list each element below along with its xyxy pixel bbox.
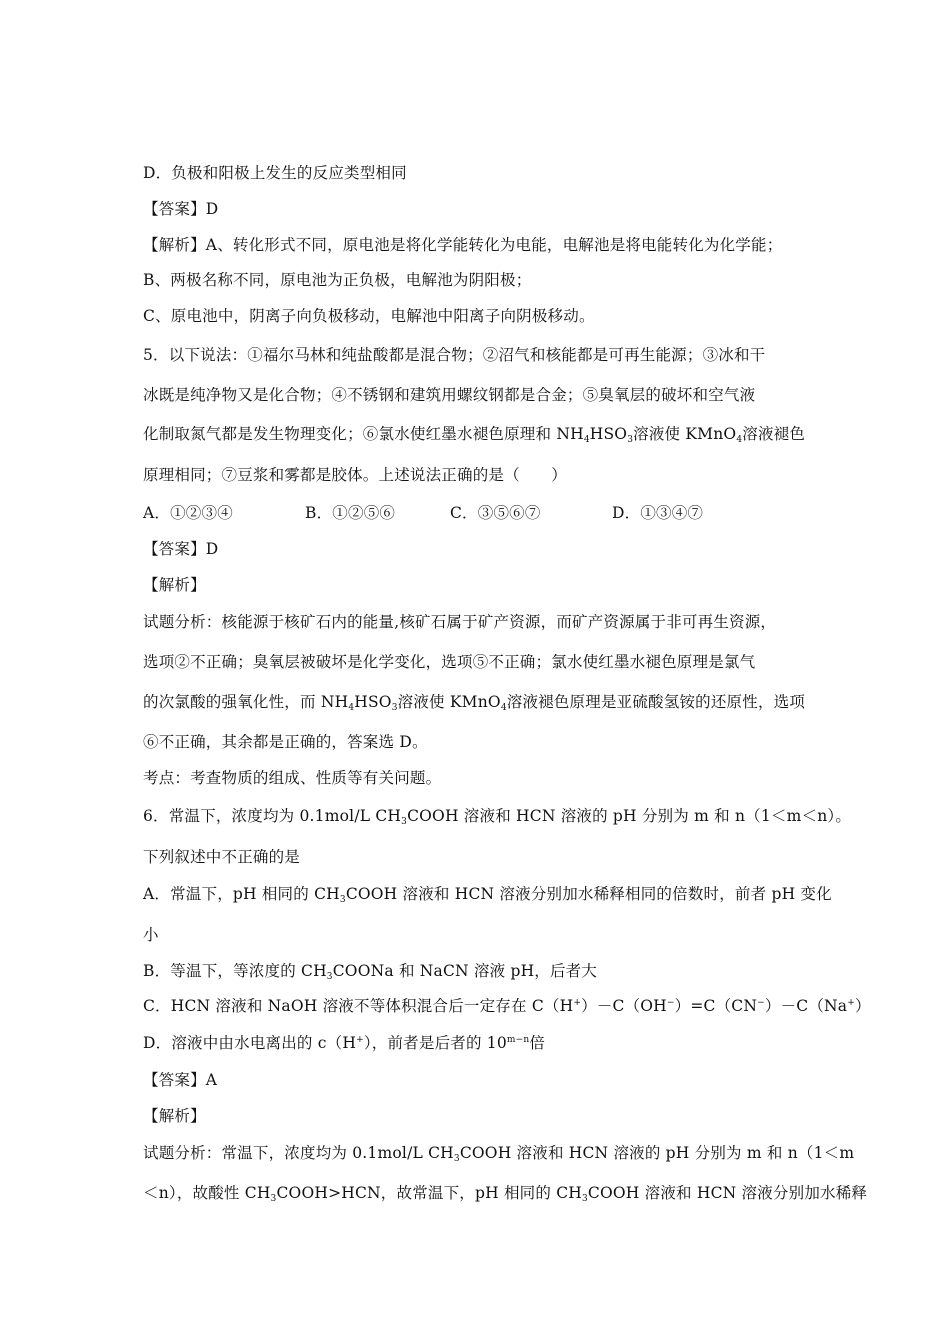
q6-option-c: C．HCN 溶液和 NaOH 溶液不等体积混合后一定存在 C（H+）－C（OH−）=C（CN−）－C（Na+） — [143, 997, 871, 1015]
q6-option-d: D．溶液中由水电离出的 c（H+），前者是后者的 $10^{m-n}$倍 — [143, 1034, 546, 1052]
q5-stem-line-1: 5．以下说法：①福尔马林和纯盐酸都是混合物；②沼气和核能都是可再生能源；③冰和干 — [143, 346, 766, 364]
q6-analysis-label: 【解析】 — [143, 1107, 206, 1125]
q6-analysis-line-1: 试题分析：常温下，浓度均为 0.1mol/L $CH_3COOH$ 溶液和 HCN 溶液的 pH 分别为 m 和 n（1＜m — [143, 1144, 855, 1164]
q5-option-c: C．③⑤⑥⑦ — [450, 504, 541, 522]
q5-stem-line-4: 原理相同；⑦豆浆和雾都是胶体。上述说法正确的是（ ） — [143, 466, 567, 484]
q4-analysis-line-1: 【解析】A、转化形式不同，原电池是将化学能转化为电能，电解池是将电能转化为化学能； — [143, 236, 783, 254]
q5-analysis-line-2: 选项②不正确；臭氧层被破坏是化学变化，选项⑤不正确；氯水使红墨水褪色原理是氯气 — [143, 653, 756, 671]
q5-analysis-label: 【解析】 — [143, 576, 206, 594]
q4-option-d: D．负极和阳极上发生的反应类型相同 — [143, 164, 407, 182]
q4-answer: 【答案】D — [143, 200, 219, 218]
q5-stem-line-2: 冰既是纯净物又是化合物；④不锈钢和建筑用螺纹钢都是合金；⑤臭氧层的破坏和空气液 — [143, 386, 756, 404]
q6-option-a-line-1: A．常温下，pH 相同的 $CH_3COOH$ 溶液和 HCN 溶液分别加水稀释相同的倍数时，前者 pH 变化 — [143, 885, 832, 905]
q5-analysis-line-1: 试题分析：核能源于核矿石内的能量,核矿石属于矿产资源，而矿产资源属于非可再生资源， — [143, 613, 777, 631]
q5-option-d: D．①③④⑦ — [612, 504, 704, 522]
q6-stem-line-1: 6．常温下，浓度均为 0.1mol/L $CH_3COOH$ 溶液和 HCN 溶液的 pH 分别为 m 和 n（1＜m＜n）。 — [143, 807, 852, 827]
q5-option-a: A．①②③④ — [143, 504, 233, 522]
q6-option-b: B．等温下，等浓度的 $CH_3COONa$ 和 NaCN 溶液 pH，后者大 — [143, 962, 598, 982]
q5-analysis-line-4: ⑥不正确，其余都是正确的，答案选 D。 — [143, 733, 428, 751]
q5-options — [143, 503, 703, 523]
q5-answer: 【答案】D — [143, 540, 219, 558]
q5-option-b: B．①②⑤⑥ — [305, 504, 396, 522]
q5-analysis-line-3: 的次氯酸的强氧化性，而 $NH_4HSO_3$溶液使 KMnO$_4$溶液褪色原理是亚硫酸氢铵的还原性，选项 — [143, 693, 806, 713]
q6-analysis-line-2: ＜n），故酸性 $CH_3COOH>HCN$，故常温下，pH 相同的 $CH_3COOH$ 溶液和 HCN 溶液分别加水稀释 — [143, 1184, 868, 1204]
q4-analysis-line-3: C、原电池中，阴离子向负极移动，电解池中阳离子向阴极移动。 — [143, 307, 595, 325]
q6-stem-line-2: 下列叙述中不正确的是 — [143, 848, 301, 866]
q5-kaodian: 考点：考查物质的组成、性质等有关问题。 — [143, 769, 442, 787]
q5-stem-line-3: 化制取氮气都是发生物理变化；⑥氯水使红墨水褪色原理和 $NH_4HSO_3$溶液使 KMnO$_4$溶液褪色 — [143, 425, 806, 445]
q6-answer: 【答案】A — [143, 1071, 218, 1089]
q6-option-a-line-2: 小 — [143, 926, 159, 944]
q4-analysis-line-2: B、两极名称不同，原电池为正负极，电解池为阴阳极； — [143, 271, 532, 289]
